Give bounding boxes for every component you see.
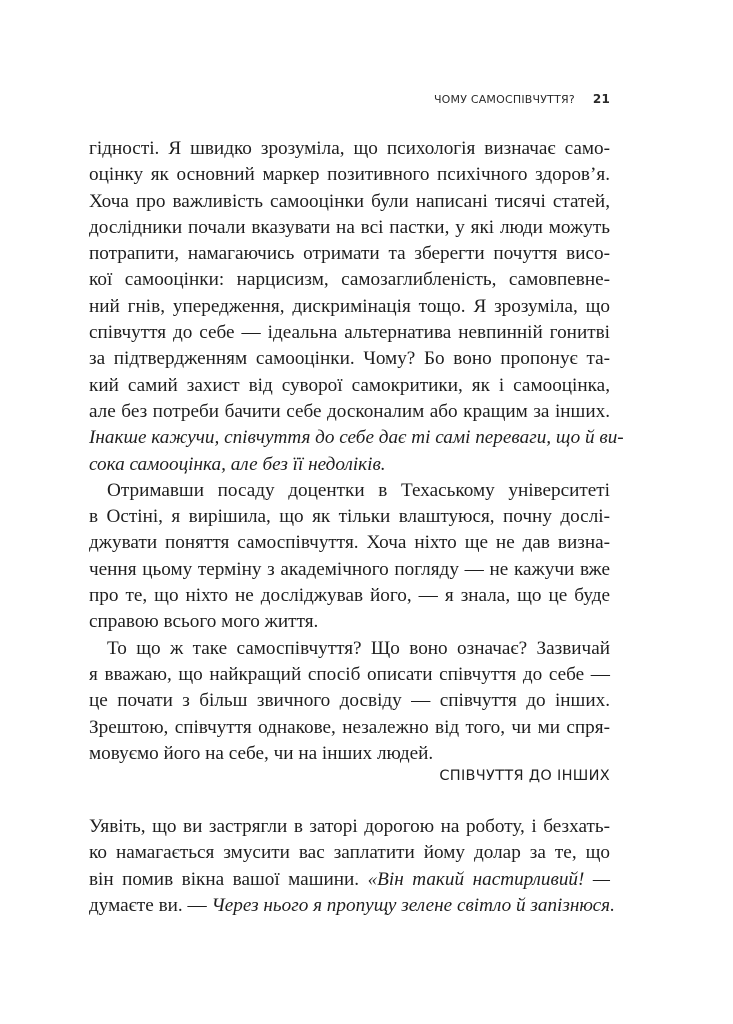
italic-text-line: сока самооцінка, але без її недоліків. [89,453,386,475]
text-line: Хоча про важливість самооцінки були написані тисячі статей, [89,190,610,212]
section-body-text [89,814,615,919]
text-line: це почати з більш звичного досвіду — співчуття до інших. [89,690,610,712]
text-line: ко намагається змусити вас заплатити йому долар за те, що [89,842,610,864]
paragraph-1 [89,136,624,478]
text-line: я вважаю, що найкращий спосіб описати співчуття до себе — [89,663,610,685]
chapter-title: ЧОМУ САМОСПІВЧУТТЯ? [433,93,575,106]
text-line: чення цьому терміну з академічного погляду — не кажучи вже [89,558,610,580]
plain-text: думаєте ви. — [89,894,212,916]
text-line: То що ж таке самоспівчуття? Що воно означає? Зазвичай [107,637,610,659]
text-line: кої самооцінки: нарцисизм, самозаглибленість, самовпевне- [89,269,610,291]
italic-text-line: Інакше кажучи, співчуття до себе дає ті самі переваги, що й ви- [89,427,624,449]
text-line: Отримавши посаду доцентки в Техаському університеті [107,479,610,501]
text-line: оцінку як основний маркер позитивного психічного здоров’я. [89,164,610,186]
italic-quote: Через нього я пропущу зелене світло й запізнюся. [211,894,615,916]
text-line: Уявіть, що ви застрягли в заторі дорогою на роботу, і безхать- [89,816,610,837]
text-line: джувати поняття самоспівчуття. Хоча ніхто ще не дав визна- [89,532,610,554]
text-line: потрапити, намагаючись отримати та зберегти почуття висо- [89,243,610,265]
text-line: в Остіні, я вирішила, що як тільки влаштуюся, почну дослі- [89,506,610,528]
mixed-text-line [89,893,615,919]
text-line: кий самий захист від суворої самокритики, як і самооцінка, [89,374,610,396]
text-line: гідності. Я швидко зрозуміла, що психологія визначає само- [89,138,610,159]
plain-text: він помив вікна вашої машини. [89,868,368,890]
text-line: за підтвердженням самооцінки. Чому? Бо воно пропонує та- [89,348,610,370]
text-line: дослідники почали вказувати на всі пастки, у які люди можуть [89,216,610,238]
body-text [89,136,624,767]
mixed-text-line [89,867,610,893]
section-heading: СПІВЧУТТЯ ДО ІНШИХ [439,768,610,784]
text-line: Зрештою, співчуття однакове, незалежно від того, чи ми спря- [89,716,610,738]
italic-quote: «Він такий настирливий! — [367,868,610,890]
page-number: 21 [592,92,610,106]
text-line: але без потреби бачити себе досконалим або кращим за інших. [89,400,610,422]
paragraph-2 [89,478,610,636]
running-head [400,92,610,106]
text-line: про те, що ніхто не досліджував його, — я знала, що це буде [89,585,610,607]
paragraph-3 [89,636,610,767]
text-line: ний гнів, упередження, дискримінація тощо. Я зрозуміла, що [89,295,610,317]
text-line: мовуємо його на себе, чи на інших людей. [89,742,434,764]
text-line: співчуття до себе — ідеальна альтернатива невпинній гонитві [89,322,610,344]
text-line: справою всього мого життя. [89,611,319,633]
